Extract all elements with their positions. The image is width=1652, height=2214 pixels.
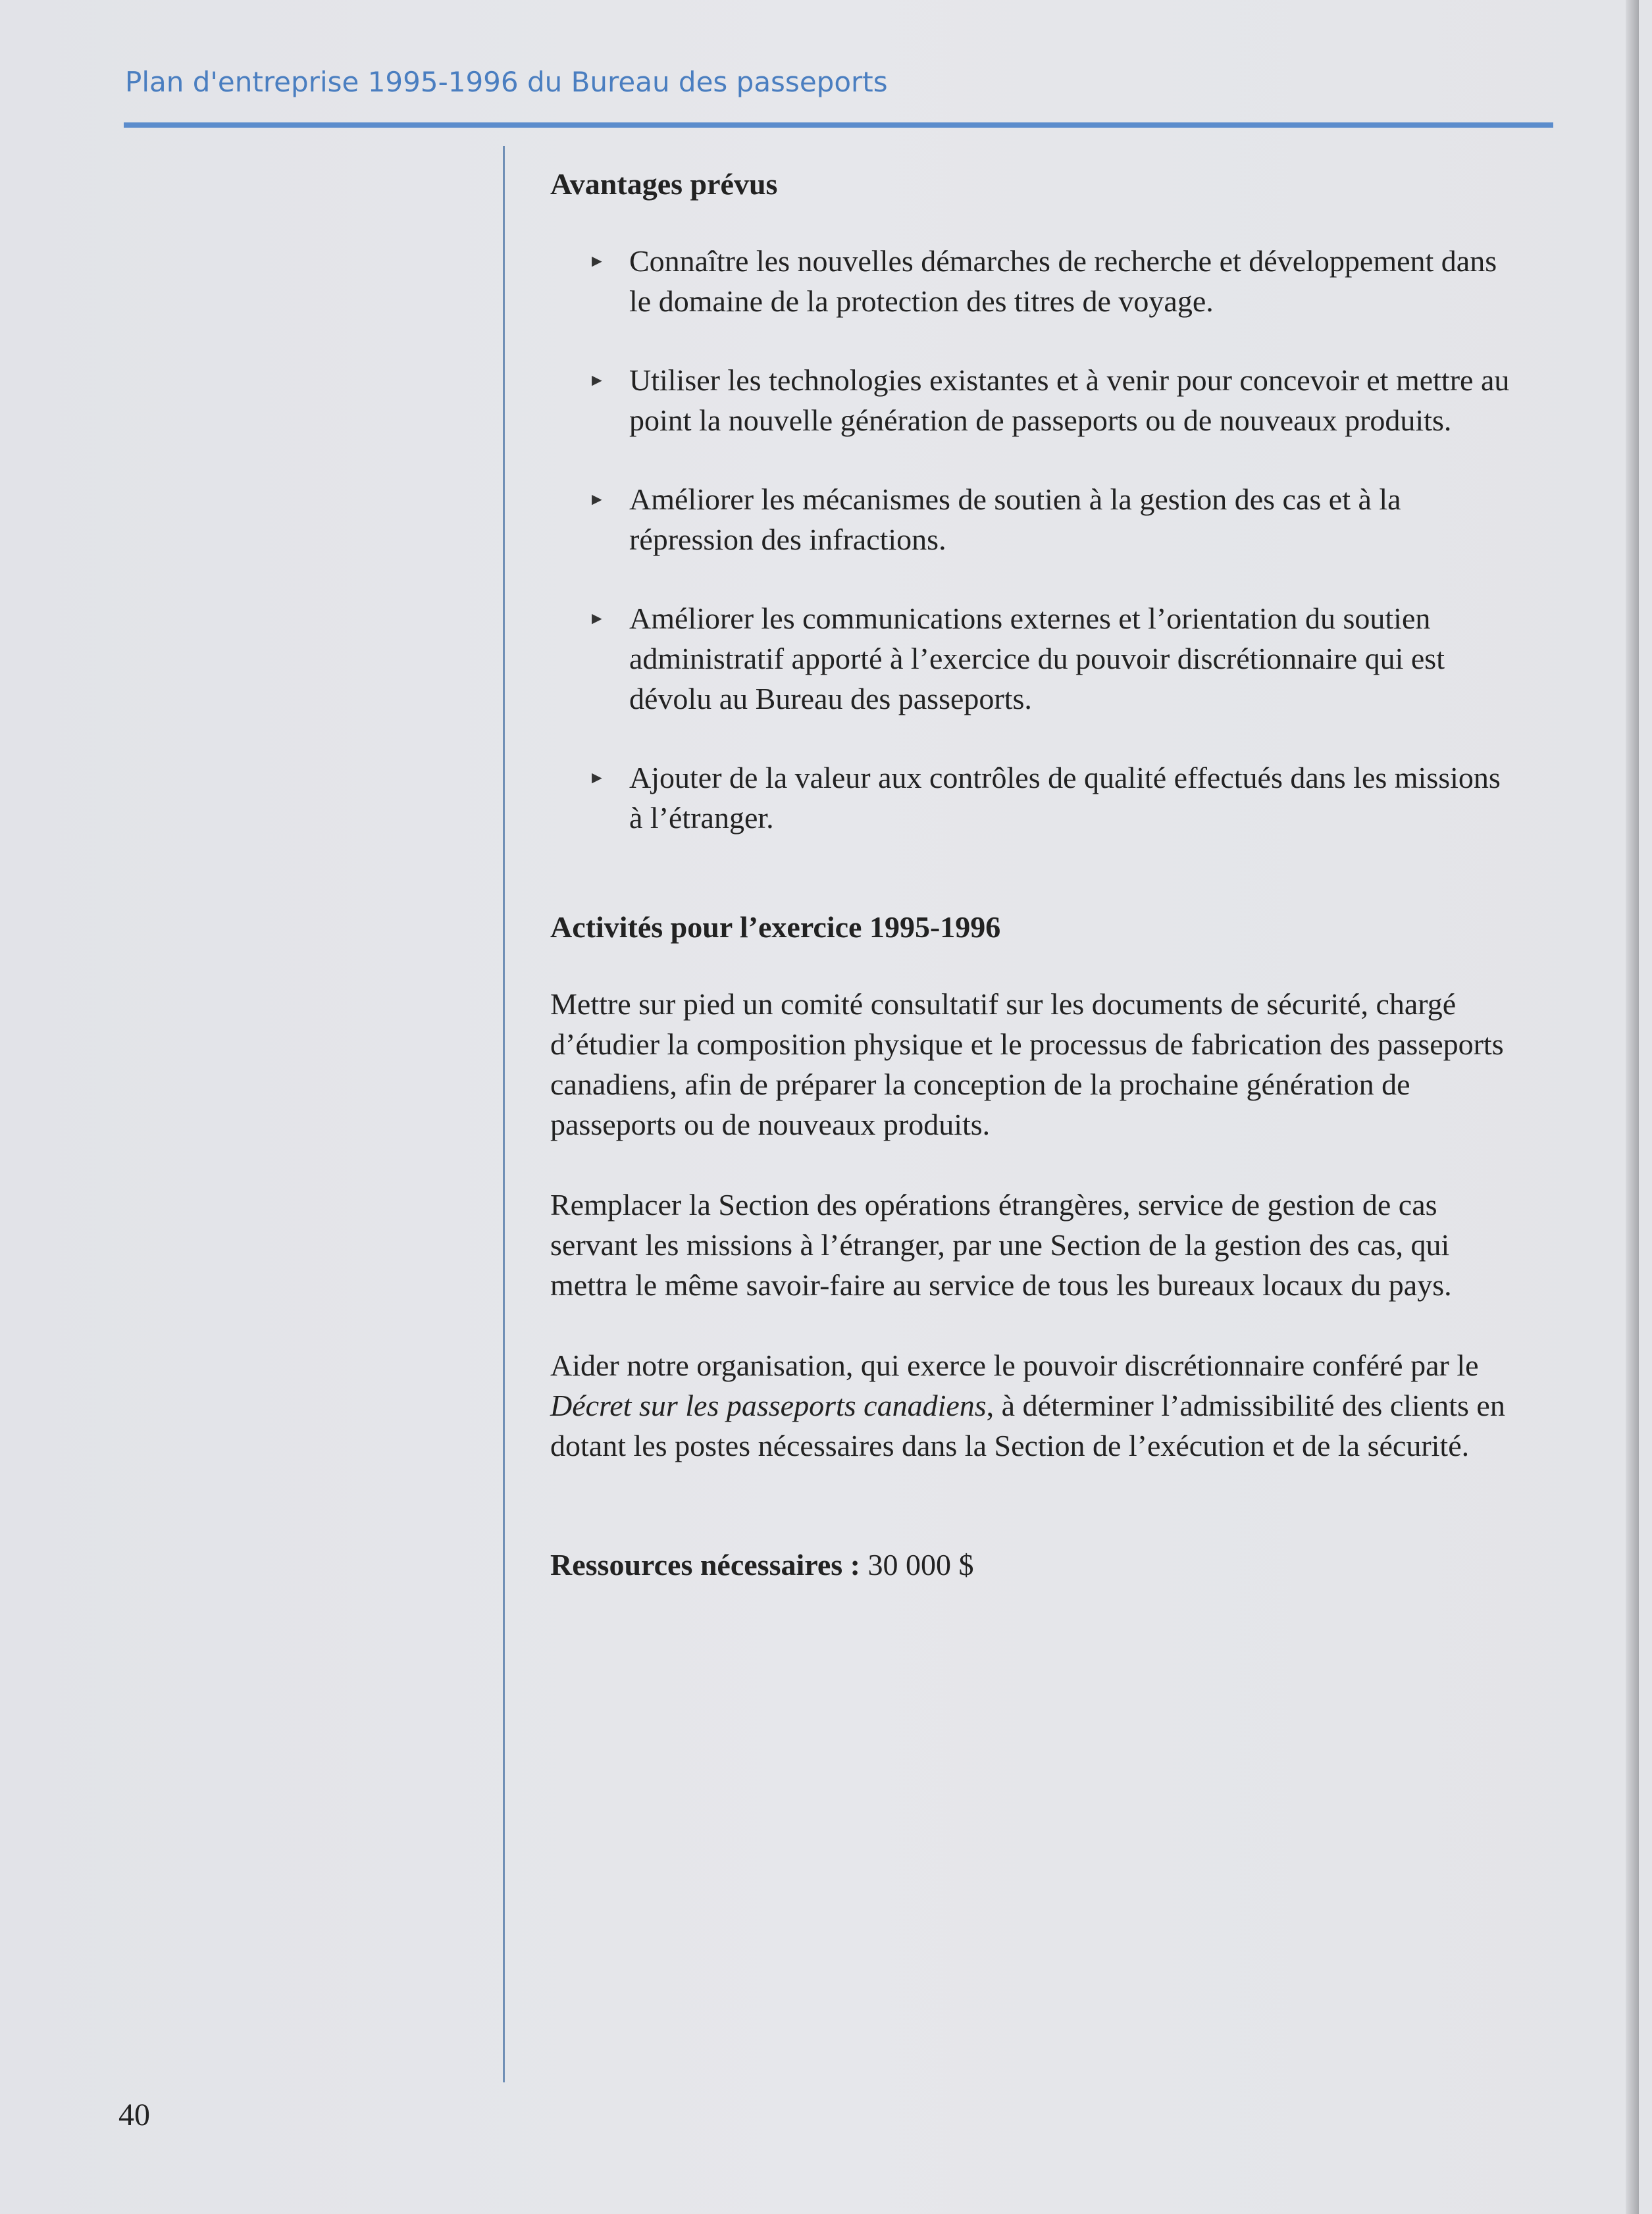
- list-item: [550, 360, 1518, 440]
- activity-paragraph-2: Remplacer la Section des opérations étrangères, service de gestion de cas servant les missions à l’étranger, par une Section de la gestion des cas, qui mettra le même savoir-faire au service de tous les bureaux locaux du pays.: [550, 1188, 1452, 1302]
- resources-value: 30 000 $: [867, 1548, 974, 1582]
- resources-label: Ressources nécessaires :: [550, 1548, 860, 1582]
- list-item-text: Connaître les nouvelles démarches de recherche et développement dans le domaine de la protection des titres de voyage.: [629, 244, 1497, 318]
- margin-vertical-rule: [503, 146, 505, 2082]
- list-item-text: Améliorer les communications externes et l’orientation du soutien administratif apporté à l’exercice du pouvoir discrétionnaire qui est dévolu au Bureau des passeports.: [629, 602, 1445, 715]
- triangle-right-icon: ►: [588, 251, 606, 270]
- running-header: Plan d'entreprise 1995-1996 du Bureau des passeports: [125, 66, 888, 98]
- list-item: [550, 598, 1518, 719]
- list-item-text: Ajouter de la valeur aux contrôles de qualité effectués dans les missions à l’étranger.: [629, 761, 1501, 835]
- activity-paragraph-3: [550, 1345, 1518, 1466]
- list-item: [550, 758, 1518, 838]
- page-edge-shadow: [1626, 0, 1639, 2214]
- list-item-text: Utiliser les technologies existantes et à venir pour concevoir et mettre au point la nouvelle génération de passeports ou de nouveaux produits.: [629, 363, 1510, 437]
- benefits-heading: Avantages prévus: [550, 167, 778, 201]
- main-content: [550, 165, 1518, 1615]
- list-item: [550, 241, 1518, 321]
- benefits-list: [550, 241, 1518, 838]
- decree-title: Décret sur les passeports canadiens: [550, 1389, 987, 1422]
- activities-heading: Activités pour l’exercice 1995-1996: [550, 910, 1001, 944]
- header-rule: [124, 122, 1553, 128]
- triangle-right-icon: ►: [588, 371, 606, 390]
- paragraph-text-before: Aider notre organisation, qui exerce le pouvoir discrétionnaire conféré par le: [550, 1349, 1479, 1382]
- triangle-right-icon: ►: [588, 768, 606, 787]
- resources-line: [550, 1545, 1518, 1585]
- triangle-right-icon: ►: [588, 609, 606, 628]
- list-item-text: Améliorer les mécanismes de soutien à la gestion des cas et à la répression des infractions.: [629, 482, 1401, 556]
- list-item: [550, 479, 1518, 559]
- page-number: 40: [118, 2098, 150, 2132]
- activity-paragraph-1: Mettre sur pied un comité consultatif sur les documents de sécurité, chargé d’étudier la composition physique et le processus de fabrication des passeports canadiens, afin de préparer la conception de la prochaine génération de passeports ou de nouveaux produits.: [550, 987, 1504, 1141]
- triangle-right-icon: ►: [588, 490, 606, 509]
- paragraph-text-after: , à déterminer l’admissibilité des clients en dotant les postes nécessaires dans la Section de l’exécution et de la sécurité.: [550, 1389, 1505, 1462]
